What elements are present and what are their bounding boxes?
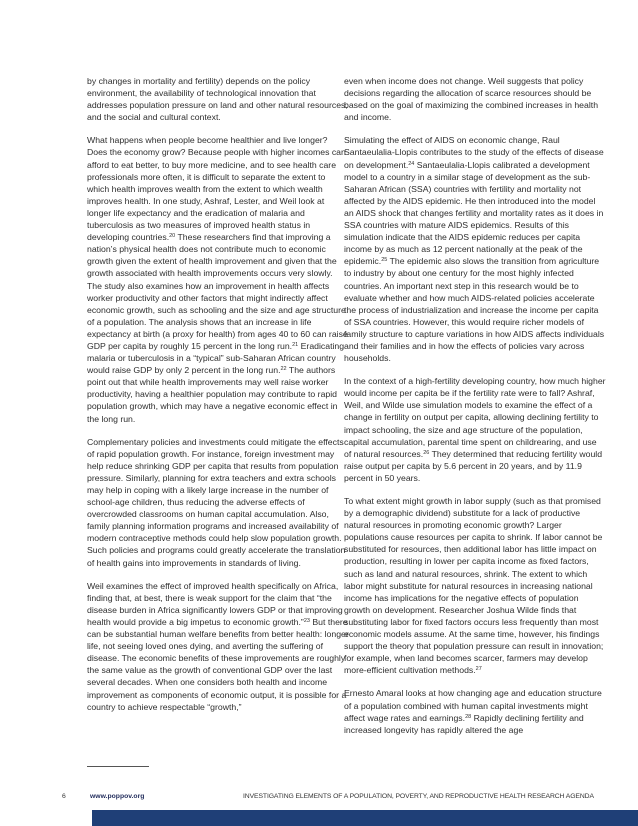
paragraph-text: even when income does not change. Weil suggests that policy decisions regarding the allocation of scarce resources should be based on the goal of maximizing the combined increases in health and income. — [344, 76, 599, 123]
paragraph-text: Simulating the effect of AIDS on economic change, Raul Santaeulalia-Llopis contributes to the study of the effects of disease on development. — [344, 135, 604, 170]
right-column — [344, 75, 606, 747]
paragraph-text: Weil examines the effect of improved health specifically on Africa, finding that, at best, there is weak support for the claim that “the disease burden in Africa significantly lowers GDP or that improving health would provide a big impetus to economic growth.” — [87, 580, 343, 627]
footnote-ref: 21 — [292, 341, 299, 348]
paragraph-text: In the context of a high-fertility developing country, how much higher would income per capita be if the fertility rate were to fall? Ashraf, Weil, and Wilde use simulation models to examine the effect of a change in fertility on output per capita, allowing declining fertility to impact schooling, the size and age structure of the population, capital accumulation, parental time spent on childrearing, and use of natural resources. — [344, 376, 606, 459]
paragraph — [87, 134, 349, 424]
paragraph-text: The epidemic also slows the transition from agriculture to industry by about one century for the most highly infected countries. An important next step in this research would be to evaluate whether and how much AIDS-related policies accelerate the process of industrialization and increase the income per capita of SSA countries. However, this would require richer models of family structure to capture variations in how AIDS affects individuals and their families and in how the effects of policies vary across households. — [344, 256, 605, 364]
footnote-ref: 24 — [408, 160, 415, 167]
paragraph-text: Ernesto Amaral looks at how changing age and education structure of a population combined with human capital investments might affect wage rates and earnings. — [344, 688, 602, 723]
footnote-ref: 28 — [465, 713, 472, 720]
paragraph-text: They determined that reducing fertility would raise output per capita by 5.6 percent in 20 years, and by 11.9 percent in 50 years. — [344, 448, 603, 483]
paragraph — [87, 580, 349, 713]
website-link[interactable]: www.poppov.org — [90, 793, 145, 800]
running-head: INVESTIGATING ELEMENTS OF A POPULATION, POVERTY, AND REPRODUCTIVE HEALTH RESEARCH AGENDA — [243, 793, 594, 800]
paragraph-text: But there can be substantial human welfare benefits from better health: longer life, not seeing loved ones dying, and averting the suffering of disease. The economic benefits of these improvements are roughly the same value as the growth of conventional GDP over the last several decades. When one considers both health and income improvement as components of economic output, it is possible for a country to achieve respectable “growth,” — [87, 616, 349, 712]
footnote-ref: 20 — [169, 233, 176, 240]
paragraph — [344, 495, 606, 676]
footnote-ref: 23 — [303, 617, 310, 624]
paragraph-text: To what extent might growth in labor supply (such as that promised by a demographic dividend) substitute for a lack of productive natural resources in promoting economic growth? Larger populations cause resources per capita to shrink. If labor cannot be substituted for resources, then additional labor has little impact on production, resulting in lower per capita income as fixed factors, such as land and natural resources, shrink. The extent to which labor might substitute for natural resources in increasing national income has implications for the negative effects of population growth on development. Researcher Joshua Wilde finds that substituting labor for fixed factors occurs less frequently than most economic models assume. At the same time, however, his findings support the theory that population pressure can result in innovation; for example, when land becomes scarcer, farmers may develop more-efficient cultivation methods. — [344, 496, 604, 676]
paragraph — [344, 687, 606, 735]
paragraph — [344, 134, 606, 364]
footnote-ref: 25 — [381, 257, 388, 264]
paragraph-text: Santaeulalia-Llopis calibrated a development model to a country in a similar stage of development as the sub-Saharan African (SSA) countries with fertility and mortality not affected by the AIDS epidemic. He then introduced into the model an AIDS shock that changes fertility and mortality rates as it does in SSA countries with mature AIDS epidemics. Results of this simulation indicate that the AIDS epidemic reduces per capita income by as much as 12 percent nationally at the peak of the epidemic. — [344, 159, 604, 267]
footnote-ref: 22 — [280, 366, 287, 373]
footnote-divider — [87, 766, 149, 767]
page-number: 6 — [62, 793, 66, 800]
left-column — [87, 75, 349, 724]
paragraph — [87, 436, 349, 569]
paragraph-text: by changes in mortality and fertility) depends on the policy environment, the availability of technological innovation that addresses population pressure on land and other natural resources, and the social and cultural context. — [87, 76, 348, 123]
paragraph-text: Eradicating malaria or tuberculosis in a “typical” sub-Saharan African country would raise GDP by only 2 percent in the long run. — [87, 340, 345, 376]
paragraph — [344, 75, 606, 123]
paragraph — [344, 375, 606, 484]
footnote-ref: 26 — [423, 449, 430, 456]
paragraph — [87, 75, 349, 123]
paragraph-text: Complementary policies and investments could mitigate the effects of rapid population growth. For instance, foreign investment may help reduce shrinking GDP per capita that results from population pressure. Similarly, planning for extra teachers and extra schools may help in coping with a likely large increase in the number of school-age children, thus reducing the adverse effects of overcrowded classrooms on human capital accumulation. Also, family planning information programs and increased availability of modern contraceptive methods could help slow population growth. Such policies and programs could greatly accelerate the translation of health gains into improvements in standards of living. — [87, 436, 346, 568]
footnote-ref: 27 — [475, 666, 482, 673]
paragraph-text: What happens when people become healthier and live longer? Does the economy grow? Because people with higher incomes can afford to eat better, to buy more medicine, and to see health care professionals more often, it is difficult to separate the extent to which health improves wealth from the extent to which wealth improves health. In one study, Ashraf, Lester, and Weil look at longer life expectancy and the eradication of malaria and tuberculosis as two measures of improved health status in developing countries. — [87, 135, 346, 243]
footer-accent-bar — [92, 810, 638, 826]
paragraph-text: The authors point out that while health improvements may well raise worker productivity, having a healthier population may contribute to rapid population growth, which may have a negative economic effect in the long run. — [87, 365, 338, 424]
paragraph-text: These researchers find that improving a nation’s physical health does not contribute much to economic growth given the extent of health improvement and given that the growth associated with health improvements occurs very slowly. The study also examines how an improvement in health affects worker productivity and other factors that might indirectly affect economic growth, such as schooling and the size and age structure of a population. The analysis shows that an increase in life expectancy at birth (a proxy for health) from ages 40 to 60 can raise GDP per capita by roughly 15 percent in the long run. — [87, 232, 348, 351]
paragraph-text: Rapidly declining fertility and increased longevity has rapidly altered the age — [344, 712, 584, 735]
page-footer — [0, 792, 638, 804]
